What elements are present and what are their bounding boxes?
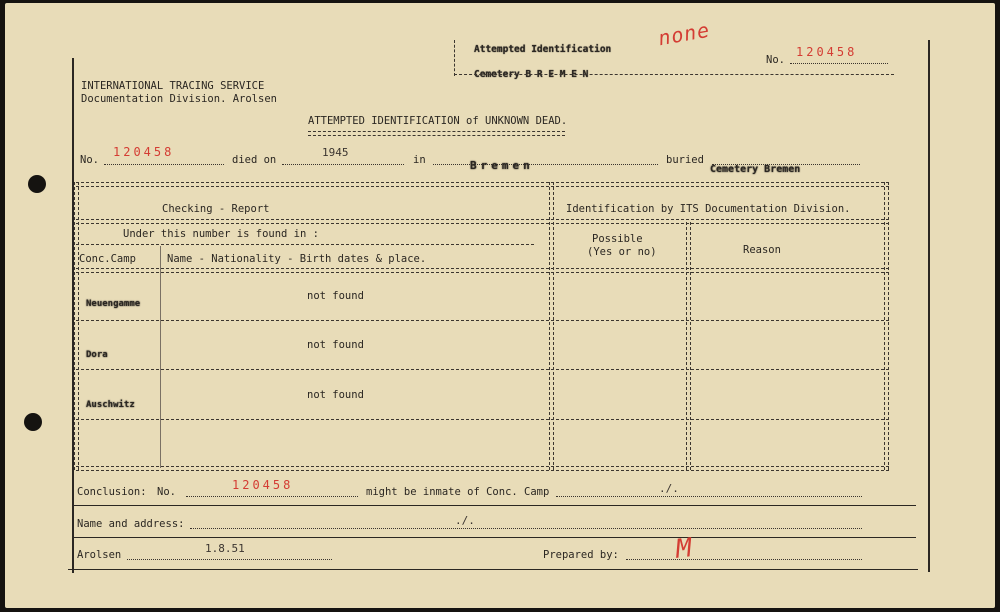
punch-hole-top xyxy=(28,175,46,193)
table-columns-divider xyxy=(76,268,889,273)
table-top-border xyxy=(76,182,889,187)
record-in-dots xyxy=(433,164,658,165)
document-title: ATTEMPTED IDENTIFICATION of UNKNOWN DEAD. xyxy=(308,115,568,127)
conclusion-inmate-text: might be inmate of Conc. Camp xyxy=(366,486,550,498)
table-bottom-border xyxy=(76,466,889,471)
footer-date-dots xyxy=(127,559,332,560)
name-address-rule xyxy=(74,537,916,538)
footer-date: 1.8.51 xyxy=(205,542,245,555)
org-line2: Documentation Division. Arolsen xyxy=(81,93,277,105)
org-line1: INTERNATIONAL TRACING SERVICE xyxy=(81,80,265,92)
table-row2-divider xyxy=(76,369,889,370)
conclusion-no-dots xyxy=(186,496,358,497)
conclusion-rule xyxy=(74,505,916,506)
conclusion-camp-value: ./. xyxy=(659,482,679,495)
punch-hole-bottom xyxy=(24,413,42,431)
row-2-result: not found xyxy=(307,339,364,351)
record-in-label: in xyxy=(413,154,426,166)
record-died-value: 1945 xyxy=(322,146,349,159)
table-header-divider xyxy=(76,219,889,224)
row-1-camp: Neuengamme xyxy=(86,299,141,309)
table-row3-divider xyxy=(76,419,889,420)
identification-header: Identification by ITS Documentation Division. xyxy=(566,203,851,215)
conclusion-label: Conclusion: xyxy=(77,486,147,498)
header-no-dots xyxy=(790,63,888,64)
camp-column-header: Conc.Camp xyxy=(79,253,136,265)
prepared-by-label: Prepared by: xyxy=(543,549,619,561)
record-died-dots xyxy=(282,164,404,165)
frame-right-line xyxy=(928,40,930,572)
table-reason-divider xyxy=(686,222,691,470)
name-address-label: Name and address: xyxy=(77,518,185,530)
under-number-text: Under this number is found in : xyxy=(123,228,319,240)
record-buried-label: buried xyxy=(666,154,704,166)
record-buried-value: Cemetery Bremen xyxy=(710,164,801,175)
handwritten-note: none xyxy=(656,17,712,51)
table-right-border xyxy=(884,182,889,470)
table-middle-divider xyxy=(549,182,554,470)
header-no-label: No. xyxy=(766,54,785,66)
header-no-value: 120458 xyxy=(796,45,858,59)
header-box-line1: Attempted Identification xyxy=(474,44,612,55)
name-address-value: ./. xyxy=(455,514,475,527)
title-underline xyxy=(308,131,565,136)
record-died-label: died on xyxy=(232,154,277,166)
header-box-line2: Cemetery B R E M E N xyxy=(474,69,589,80)
record-no-label: No. xyxy=(80,154,99,166)
reason-header: Reason xyxy=(743,244,781,256)
row-3-camp: Auschwitz xyxy=(86,400,135,410)
table-row1-divider xyxy=(76,320,889,321)
prepared-by-initial: M xyxy=(674,533,694,565)
record-in-value: Bremen xyxy=(470,159,534,172)
row-2-camp: Dora xyxy=(86,350,108,360)
record-no-dots xyxy=(104,164,224,165)
header-box-bottom-line xyxy=(454,74,894,75)
possible-header-line2: (Yes or no) xyxy=(587,246,657,258)
table-camp-divider xyxy=(160,246,161,468)
conclusion-no-value: 120458 xyxy=(232,478,294,492)
row-3-result: not found xyxy=(307,389,364,401)
record-no-value: 120458 xyxy=(113,145,175,159)
row-1-result: not found xyxy=(307,290,364,302)
header-box-left-line xyxy=(454,40,455,76)
prepared-by-dots xyxy=(626,559,862,560)
checking-report-header: Checking - Report xyxy=(162,203,270,215)
table-left-border xyxy=(74,182,79,470)
possible-header-line1: Possible xyxy=(592,233,643,245)
name-column-header: Name - Nationality - Birth dates & place. xyxy=(167,253,427,265)
name-address-dots xyxy=(190,528,862,529)
conclusion-camp-dots xyxy=(556,496,862,497)
conclusion-no-label: No. xyxy=(157,486,176,498)
table-subheader-divider xyxy=(76,244,534,245)
footer-rule xyxy=(68,569,918,570)
footer-place: Arolsen xyxy=(77,549,122,561)
